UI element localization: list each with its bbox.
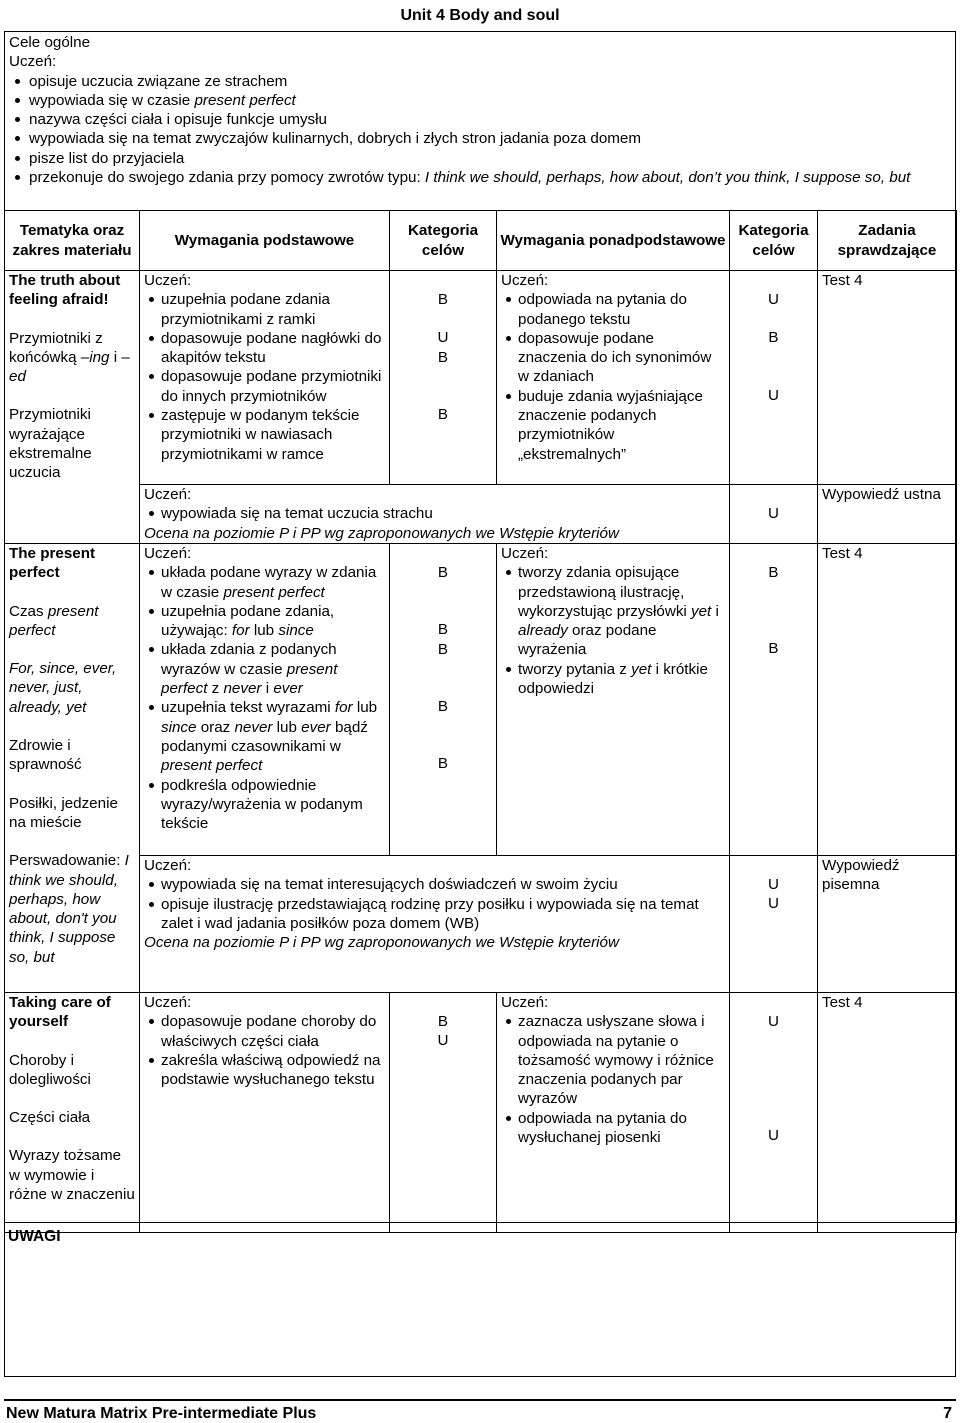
topic-item: Przymiotniki z końcówką –ing i –ed (9, 329, 130, 386)
category-mark: U (768, 291, 779, 308)
header-category-2: Kategoria celów (730, 211, 818, 271)
category-cell (730, 993, 818, 1233)
topic-title: The present perfect (9, 545, 96, 582)
unit-title: Unit 4 Body and soul (400, 7, 560, 24)
notes-label: UWAGI (8, 1228, 61, 1245)
basic-item: zastępuje w podanym tekście przymiotniki w nawiasach przymiotnikami w ramce (144, 406, 385, 464)
general-goals (4, 33, 956, 187)
requirements-table (4, 210, 957, 1233)
goals-heading: Cele ogólne (9, 34, 91, 51)
category-mark: B (437, 697, 449, 715)
goals-list (9, 72, 950, 188)
speaking-item: wypowiada się na temat uczucia strachu (144, 504, 725, 523)
topic-cell (5, 993, 140, 1233)
category-mark: B (768, 640, 779, 658)
student-label: Uczeń: (144, 545, 192, 562)
task-cell: Wypowiedź ustna (818, 485, 957, 544)
topic-item: Części ciała (9, 1109, 91, 1127)
student-label: Uczeń: (144, 486, 192, 503)
category-cell (730, 856, 818, 993)
goal-item: nazywa części ciała i opisuje funkcje umysłu (9, 110, 950, 129)
basic-cell (140, 544, 390, 856)
category-mark: B (437, 348, 449, 366)
writing-cell (140, 856, 730, 993)
basic-item: dopasowuje podane przymiotniki do innych przymiotników (144, 367, 385, 406)
topic-title: Taking care of yourself (9, 994, 111, 1031)
category-mark: B (437, 405, 449, 423)
basic-item: dopasowuje podane nagłówki do akapitów tekstu (144, 329, 385, 368)
student-label: Uczeń: (501, 994, 549, 1011)
topic-item: Choroby i dolegliwości (9, 1051, 91, 1088)
student-label: Uczeń: (144, 994, 192, 1011)
topic-item: Perswadowanie: I think we should, perhaps, how about, don't you think, I suppose so, but (9, 852, 129, 966)
student-label: Uczeń: (501, 272, 549, 289)
category-mark: B (437, 621, 449, 639)
category-cell (730, 271, 818, 485)
basic-cell (140, 271, 390, 485)
advanced-item: buduje zdania wyjaśniające znaczenie podanych przymiotników „ekstremalnych” (501, 387, 725, 464)
basic-item: układa zdania z podanych wyrazów w czasie present perfect z never i ever (144, 640, 385, 698)
task-cell: Test 4 (818, 544, 957, 856)
category-cell (730, 544, 818, 856)
writing-item: opisuje ilustrację przedstawiającą rodzinę przy posiłku i wypowiada się na temat zalet i wad jadania posiłków poza domem (WB) (144, 895, 725, 934)
advanced-item: odpowiada na pytania do podanego tekstu (501, 290, 725, 329)
goal-item: pisze list do przyjaciela (9, 149, 950, 168)
task-cell: Wypowiedź pisemna (818, 856, 957, 993)
category-mark: B (437, 564, 449, 581)
topic-item: Czas present perfect (9, 602, 99, 639)
category-mark: B (437, 291, 449, 308)
category-mark: B (437, 1013, 449, 1030)
goals-student: Uczeń: (9, 53, 57, 71)
category-cell (390, 544, 497, 856)
category-mark: U (768, 876, 779, 893)
category-mark: B (768, 329, 779, 347)
category-mark: U (768, 505, 779, 522)
writing-item: wypowiada się na temat interesujących doświadczeń w swoim życiu (144, 875, 725, 894)
advanced-item: zaznacza usłyszane słowa i odpowiada na pytanie o tożsamość wymowy i różnice znaczenia podanych par wyrazów (501, 1012, 725, 1108)
advanced-item: dopasowuje podane znaczenia do ich synonimów w zdaniach (501, 329, 725, 387)
advanced-item: tworzy zdania opisujące przedstawioną ilustrację, wykorzystując przysłówki yet i already oraz podane wyrażenia (501, 563, 725, 659)
category-mark: U (437, 1032, 449, 1050)
header-advanced: Wymagania ponadpodstawowe (497, 211, 730, 271)
advanced-item: tworzy pytania z yet i krótkie odpowiedzi (501, 660, 725, 699)
task-cell: Test 4 (818, 271, 957, 485)
topic-item: Posiłki, jedzenie na mieście (9, 794, 118, 831)
category-mark: U (768, 1013, 779, 1030)
header-topic: Tematyka oraz zakres materiału (5, 211, 140, 271)
goal-item: opisuje uczucia związane ze strachem (9, 72, 950, 91)
category-mark: B (437, 755, 449, 773)
basic-item: podkreśla odpowiednie wyrazy/wyrażenia w podanym tekście (144, 776, 385, 834)
category-mark: B (768, 564, 779, 581)
topic-item: Przymiotniki wyrażające ekstremalne uczucia (9, 406, 92, 482)
footer-page-number: 7 (943, 1405, 952, 1422)
student-label: Uczeń: (144, 857, 192, 874)
footer-rule (4, 1399, 956, 1401)
basic-cell (140, 993, 390, 1233)
advanced-cell (497, 271, 730, 485)
student-label: Uczeń: (501, 545, 549, 562)
category-cell (390, 993, 497, 1233)
assessment-note: Ocena na poziomie P i PP wg zaproponowanych we Wstępie kryteriów (144, 934, 619, 952)
task-cell: Test 4 (818, 993, 957, 1233)
assessment-note: Ocena na poziomie P i PP wg zaproponowanych we Wstępie kryteriów (144, 524, 619, 542)
student-label: Uczeń: (144, 272, 192, 289)
category-cell (730, 485, 818, 544)
topic-item: For, since, ever, never, just, already, yet (9, 660, 117, 716)
category-mark: U (437, 329, 449, 347)
basic-item: uzupełnia podane zdania przymiotnikami z ramki (144, 290, 385, 329)
advanced-item: odpowiada na pytania do wysłuchanej piosenki (501, 1109, 725, 1148)
basic-item: układa podane wyrazy w zdania w czasie present perfect (144, 563, 385, 602)
goal-item: przekonuje do swojego zdania przy pomocy zwrotów typu: I think we should, perhaps, how about, don’t you think, I suppose so, but (9, 168, 950, 187)
category-mark: U (768, 895, 779, 913)
basic-item: uzupełnia tekst wyrazami for lub since oraz never lub ever bądź podanymi czasownikami w present perfect (144, 698, 385, 775)
topic-item: Wyrazy tożsame w wymowie i różne w znaczeniu (9, 1147, 135, 1204)
goal-item: wypowiada się w czasie present perfect (9, 91, 950, 110)
topic-cell (5, 544, 140, 993)
basic-item: uzupełnia podane zdania, używając: for lub since (144, 602, 385, 641)
goal-item: wypowiada się na temat zwyczajów kulinarnych, dobrych i złych stron jadania poza domem (9, 129, 950, 148)
basic-item: dopasowuje podane choroby do właściwych części ciała (144, 1012, 385, 1051)
basic-item: zakreśla właściwą odpowiedź na podstawie wysłuchanego tekstu (144, 1051, 385, 1090)
notes-box (4, 1222, 956, 1377)
topic-title: The truth about feeling afraid! (9, 272, 121, 309)
advanced-cell (497, 993, 730, 1233)
speaking-cell (140, 485, 730, 544)
topic-item: Zdrowie i sprawność (9, 737, 82, 774)
category-mark: U (768, 1127, 779, 1145)
header-basic: Wymagania podstawowe (140, 211, 390, 271)
header-tasks: Zadania sprawdzające (818, 211, 957, 271)
category-mark: B (437, 640, 449, 658)
category-mark: U (768, 386, 779, 404)
advanced-cell (497, 544, 730, 856)
category-cell (390, 271, 497, 485)
header-category-1: Kategoria celów (390, 211, 497, 271)
footer-book-title: New Matura Matrix Pre-intermediate Plus (6, 1405, 317, 1422)
topic-cell (5, 271, 140, 544)
